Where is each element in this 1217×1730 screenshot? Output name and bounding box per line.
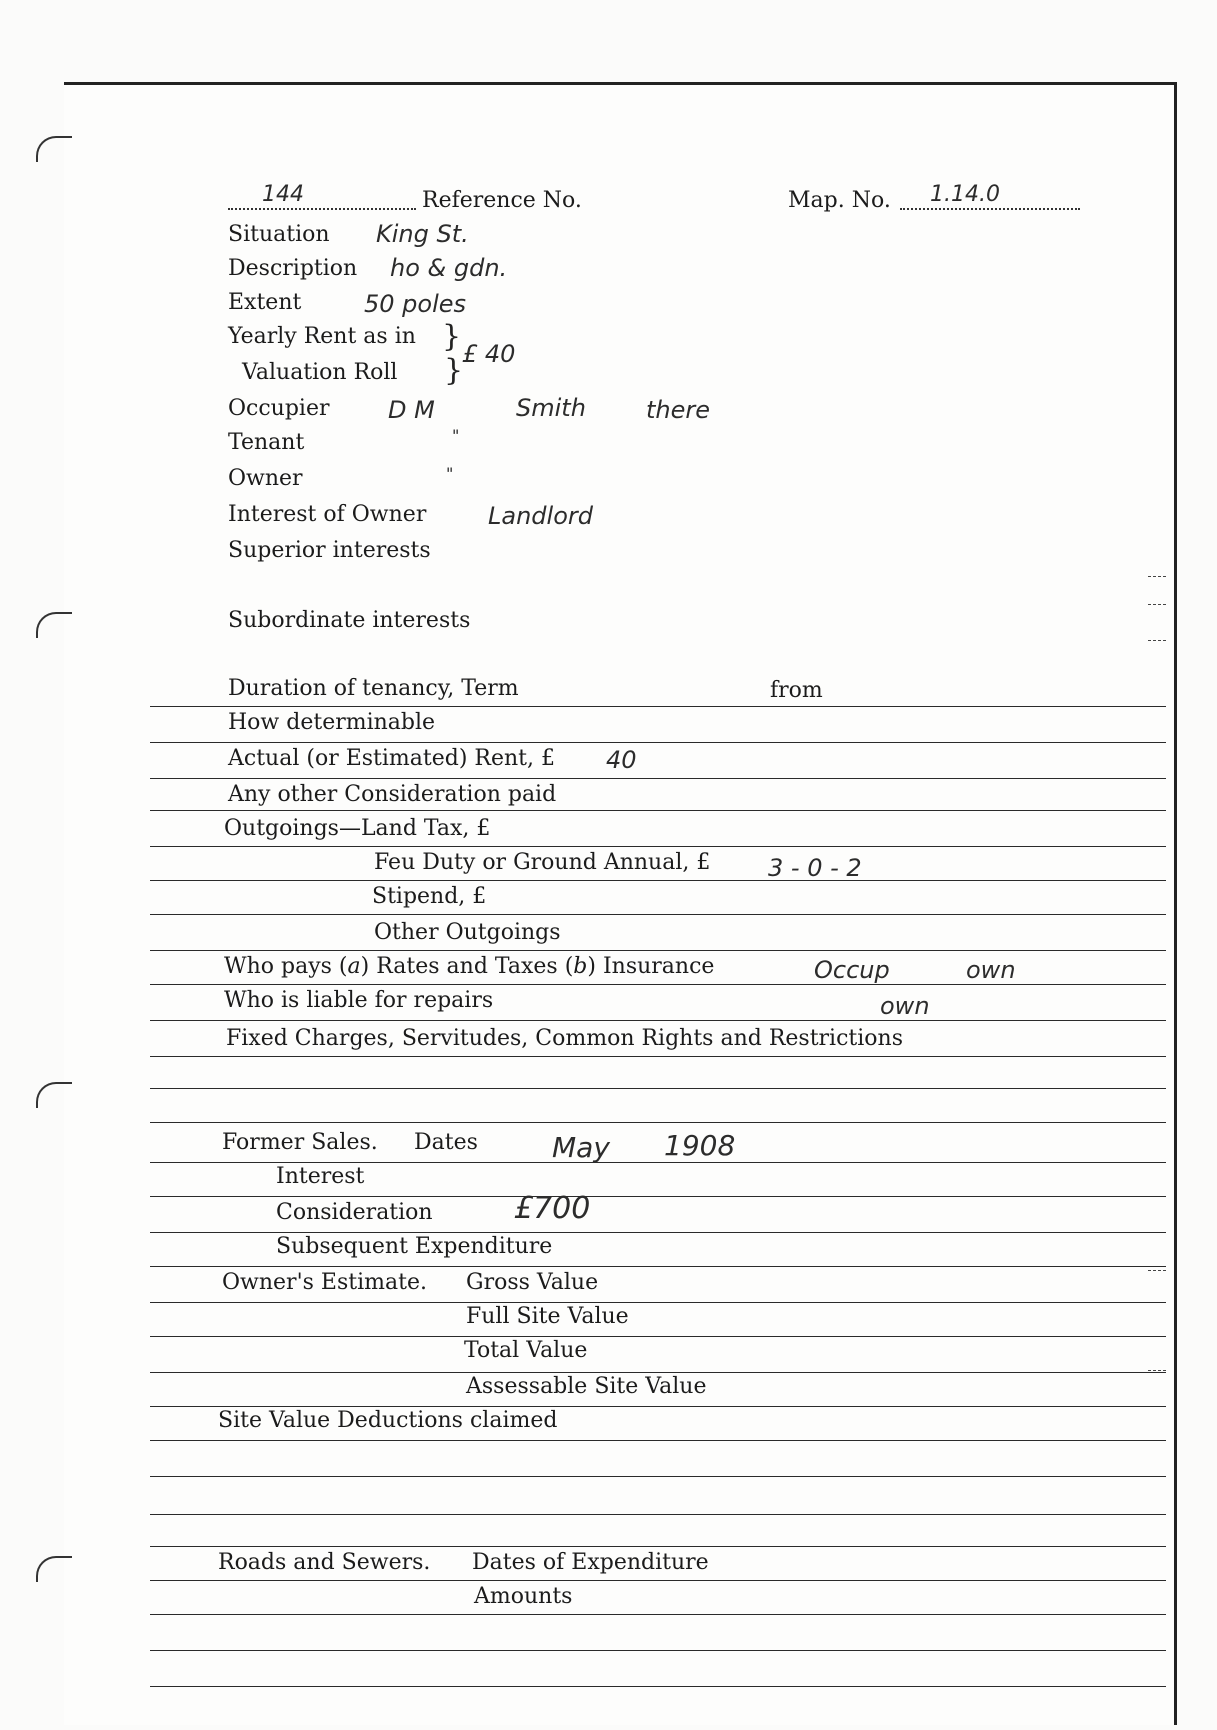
who-pays-label: Who pays (a) Rates and Taxes (b) Insurance (224, 954, 715, 979)
ruled-line (150, 1336, 1166, 1337)
extent-label: Extent (228, 290, 302, 315)
how-determinable-label: How determinable (228, 710, 436, 735)
roads-sewers-label: Roads and Sewers. (218, 1550, 431, 1575)
feu-duty-value: 3 - 0 - 2 (768, 854, 862, 882)
map-number: 1.14.0 (930, 182, 1000, 207)
actual-rent-label: Actual (or Estimated) Rent, £ (228, 746, 556, 771)
subordinate-interests-label: Subordinate interests (228, 608, 471, 633)
punch-hole (36, 1082, 72, 1108)
ruled-line (150, 1614, 1166, 1615)
ruled-line (150, 914, 1166, 915)
outgoings-land-tax-label: Outgoings—Land Tax, £ (224, 816, 491, 841)
ruled-line (150, 742, 1166, 743)
ruled-line (150, 1056, 1166, 1057)
ruled-line (150, 1162, 1166, 1163)
duration-label: Duration of tenancy, Term (228, 676, 519, 701)
interest-of-owner-value: Landlord (488, 502, 593, 530)
total-value-label: Total Value (464, 1338, 588, 1363)
former-sales-dates-label: Dates (414, 1130, 478, 1155)
ruled-line (150, 1302, 1166, 1303)
page-fold-edge (1174, 90, 1198, 1725)
other-outgoings-label: Other Outgoings (374, 920, 561, 945)
map-label: Map. No. (788, 188, 891, 213)
ruled-line (150, 1476, 1166, 1477)
reference-label: Reference No. (422, 188, 582, 213)
ruled-line (150, 1020, 1166, 1021)
tenant-value: " (452, 426, 460, 445)
assessable-site-value-label: Assessable Site Value (466, 1374, 707, 1399)
gross-value-label: Gross Value (466, 1270, 599, 1295)
occupier-note: there (646, 396, 711, 424)
valuation-roll-label: Valuation Roll (242, 360, 398, 385)
site-value-deductions-label: Site Value Deductions claimed (218, 1408, 558, 1433)
ruled-line (150, 984, 1166, 985)
punch-hole (36, 136, 72, 162)
occupier-initials: D M (388, 396, 435, 424)
owners-estimate-label: Owner's Estimate. (222, 1270, 427, 1295)
duration-from-label: from (770, 678, 823, 703)
yearly-rent-value: £ 40 (462, 340, 516, 368)
punch-hole (36, 1556, 72, 1582)
other-consideration-label: Any other Consideration paid (228, 782, 557, 807)
owner-value: " (446, 464, 454, 483)
map-dotted-line (900, 208, 1080, 210)
owner-label: Owner (228, 466, 303, 491)
ruled-line (150, 1514, 1166, 1515)
repairs-value: own (880, 992, 930, 1020)
ruled-line (150, 1580, 1166, 1581)
ruled-line (150, 1122, 1166, 1123)
ruled-line (150, 1372, 1166, 1373)
margin-dash (1148, 576, 1166, 577)
margin-dash (1148, 1270, 1166, 1271)
former-sales-year: 1908 (664, 1129, 736, 1162)
extent-value: 50 poles (364, 290, 467, 318)
ruled-line (150, 1546, 1166, 1547)
ruled-line (150, 778, 1166, 779)
full-site-value-label: Full Site Value (466, 1304, 629, 1329)
superior-interests-label: Superior interests (228, 538, 431, 563)
reference-number: 144 (262, 182, 304, 207)
ruled-line (150, 1686, 1166, 1687)
yearly-rent-label: Yearly Rent as in (228, 324, 416, 349)
situation-label: Situation (228, 222, 330, 247)
punch-hole (36, 612, 72, 638)
ruled-line (150, 950, 1166, 951)
ruled-line (150, 1406, 1166, 1407)
who-pays-rates-value: Occup (814, 956, 890, 984)
ruled-line (150, 1650, 1166, 1651)
ruled-line (150, 846, 1166, 847)
ruled-line (150, 706, 1166, 707)
repairs-label: Who is liable for repairs (224, 988, 494, 1013)
margin-dash (1148, 1370, 1166, 1371)
occupier-label: Occupier (228, 396, 330, 421)
occupier-name: Smith (516, 394, 586, 422)
former-sales-month: May (552, 1131, 610, 1164)
actual-rent-value: 40 (606, 746, 637, 774)
feu-duty-label: Feu Duty or Ground Annual, £ (374, 850, 711, 875)
fixed-charges-label: Fixed Charges, Servitudes, Common Rights and Restrictions (226, 1026, 903, 1051)
margin-dash (1148, 640, 1166, 641)
sales-consideration-label: Consideration (276, 1200, 433, 1225)
tenant-label: Tenant (228, 430, 305, 455)
who-pays-insurance-value: own (966, 956, 1016, 984)
ruled-line (150, 1232, 1166, 1233)
description-label: Description (228, 256, 358, 281)
dates-of-expenditure-label: Dates of Expenditure (472, 1550, 709, 1575)
sales-interest-label: Interest (276, 1164, 365, 1189)
ruled-line (150, 1266, 1166, 1267)
amounts-label: Amounts (474, 1584, 573, 1609)
valuation-roll-brace: } (444, 353, 464, 388)
ruled-line (150, 1440, 1166, 1441)
yearly-rent-brace: } (442, 319, 462, 354)
ruled-line (150, 880, 1166, 881)
former-sales-label: Former Sales. (222, 1130, 378, 1155)
ruled-line (150, 1196, 1166, 1197)
sales-consideration-value: £700 (514, 1191, 591, 1226)
ruled-line (150, 1088, 1166, 1089)
stipend-label: Stipend, £ (372, 884, 487, 909)
reference-dotted-line (228, 208, 416, 210)
subsequent-expenditure-label: Subsequent Expenditure (276, 1234, 553, 1259)
situation-value: King St. (376, 220, 469, 248)
ruled-line (150, 810, 1166, 811)
interest-of-owner-label: Interest of Owner (228, 502, 427, 527)
description-value: ho & gdn. (390, 254, 508, 282)
margin-dash (1148, 604, 1166, 605)
